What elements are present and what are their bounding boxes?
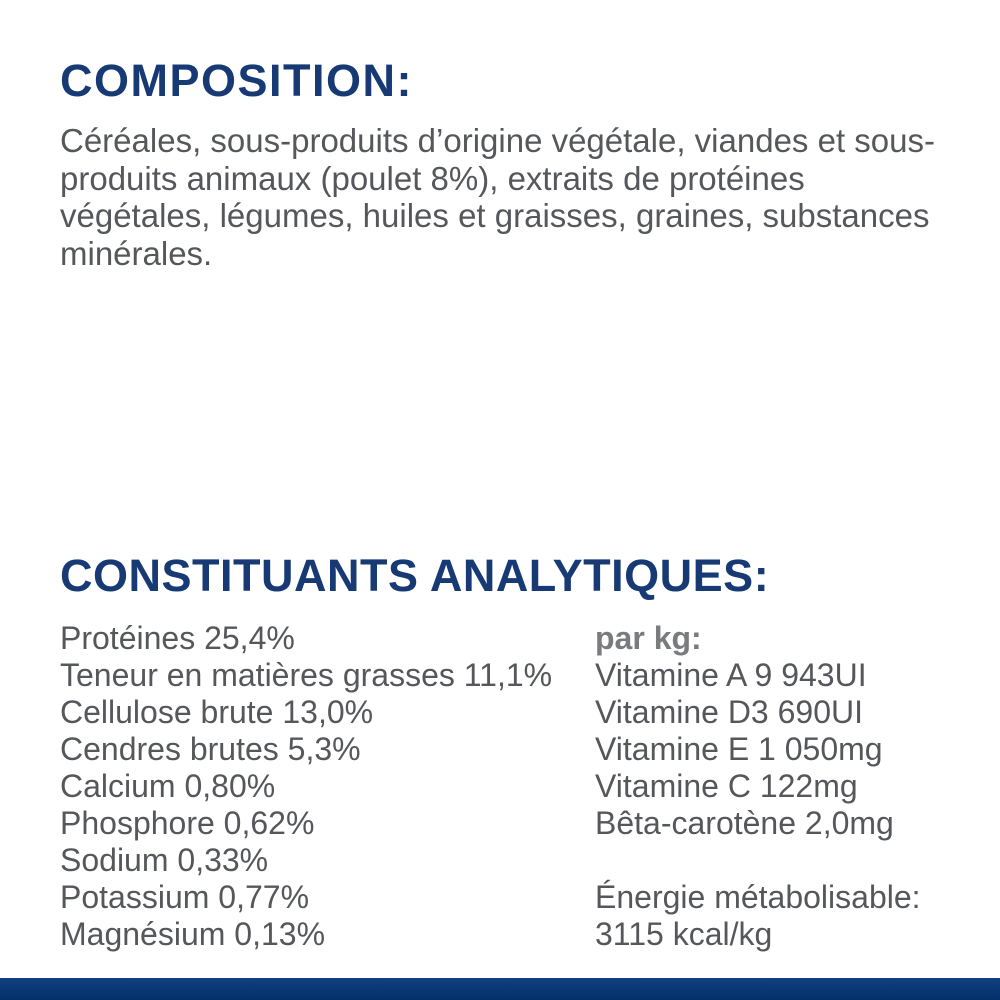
vitamin-value: 2,0mg bbox=[804, 805, 894, 841]
nutrient-name: Cellulose brute bbox=[60, 694, 274, 730]
nutrient-value: 11,1% bbox=[463, 657, 553, 693]
nutrient-name: Magnésium bbox=[60, 916, 226, 952]
footer-brand-bar bbox=[0, 978, 1000, 1000]
vitamin-name: Vitamine E bbox=[595, 731, 750, 767]
nutrient-item-phosphorus bbox=[60, 805, 552, 842]
energy-label: Énergie métabolisable: bbox=[595, 879, 921, 915]
composition-heading: COMPOSITION: bbox=[60, 55, 413, 106]
nutrient-item-fat bbox=[60, 657, 552, 694]
nutrient-item-crude-fibre bbox=[60, 694, 552, 731]
vitamin-name: Vitamine D3 bbox=[595, 694, 769, 730]
vitamin-item-c bbox=[595, 768, 921, 805]
energy-value: 3115 kcal/kg bbox=[595, 916, 773, 952]
metabolisable-energy-block bbox=[595, 879, 921, 953]
nutrient-name: Teneur en matières grasses bbox=[60, 657, 455, 693]
nutrient-value: 13,0% bbox=[282, 694, 374, 730]
composition-text: Céréales, sous-produits d’origine végétale, viandes et sous-produits animaux (poulet 8%), extraits de protéines végétales, légumes, huiles et graisses, graines, substances minérales. bbox=[60, 122, 935, 272]
vitamin-name: Vitamine C bbox=[595, 768, 751, 804]
vitamin-item-d3 bbox=[595, 694, 921, 731]
nutrient-item-crude-ash bbox=[60, 731, 552, 768]
nutrient-list bbox=[60, 620, 552, 953]
vitamin-item-e bbox=[595, 731, 921, 768]
nutrient-name: Calcium bbox=[60, 768, 176, 804]
vitamin-list bbox=[595, 657, 921, 842]
vitamin-value: 122mg bbox=[759, 768, 858, 804]
vitamin-value: 1 050mg bbox=[758, 731, 883, 767]
nutrient-item-proteins bbox=[60, 620, 552, 657]
per-kg-column bbox=[595, 620, 921, 953]
nutrient-value: 5,3% bbox=[287, 731, 361, 767]
nutrient-value: 0,80% bbox=[184, 768, 276, 804]
per-kg-label: par kg: bbox=[595, 620, 702, 656]
nutrient-name: Protéines bbox=[60, 620, 196, 656]
vitamin-value: 9 943UI bbox=[754, 657, 867, 693]
vitamin-name: Bêta-carotène bbox=[595, 805, 797, 841]
vitamin-name: Vitamine A bbox=[595, 657, 746, 693]
nutrient-name: Sodium bbox=[60, 842, 169, 878]
nutrient-name: Cendres brutes bbox=[60, 731, 279, 767]
nutrient-item-calcium bbox=[60, 768, 552, 805]
nutrient-value: 0,13% bbox=[234, 916, 326, 952]
nutrient-value: 0,33% bbox=[177, 842, 269, 878]
analytical-constituents-heading: CONSTITUANTS ANALYTIQUES: bbox=[60, 550, 770, 601]
nutrient-name: Phosphore bbox=[60, 805, 215, 841]
nutrient-value: 25,4% bbox=[204, 620, 295, 656]
nutrient-value: 0,77% bbox=[218, 879, 310, 915]
nutrient-value: 0,62% bbox=[223, 805, 315, 841]
nutrient-name: Potassium bbox=[60, 879, 210, 915]
vitamin-item-a bbox=[595, 657, 921, 694]
nutrient-item-magnesium bbox=[60, 916, 552, 953]
nutrient-item-sodium bbox=[60, 842, 552, 879]
nutrient-item-potassium bbox=[60, 879, 552, 916]
vitamin-item-beta-carotene bbox=[595, 805, 921, 842]
vitamin-value: 690UI bbox=[777, 694, 863, 730]
